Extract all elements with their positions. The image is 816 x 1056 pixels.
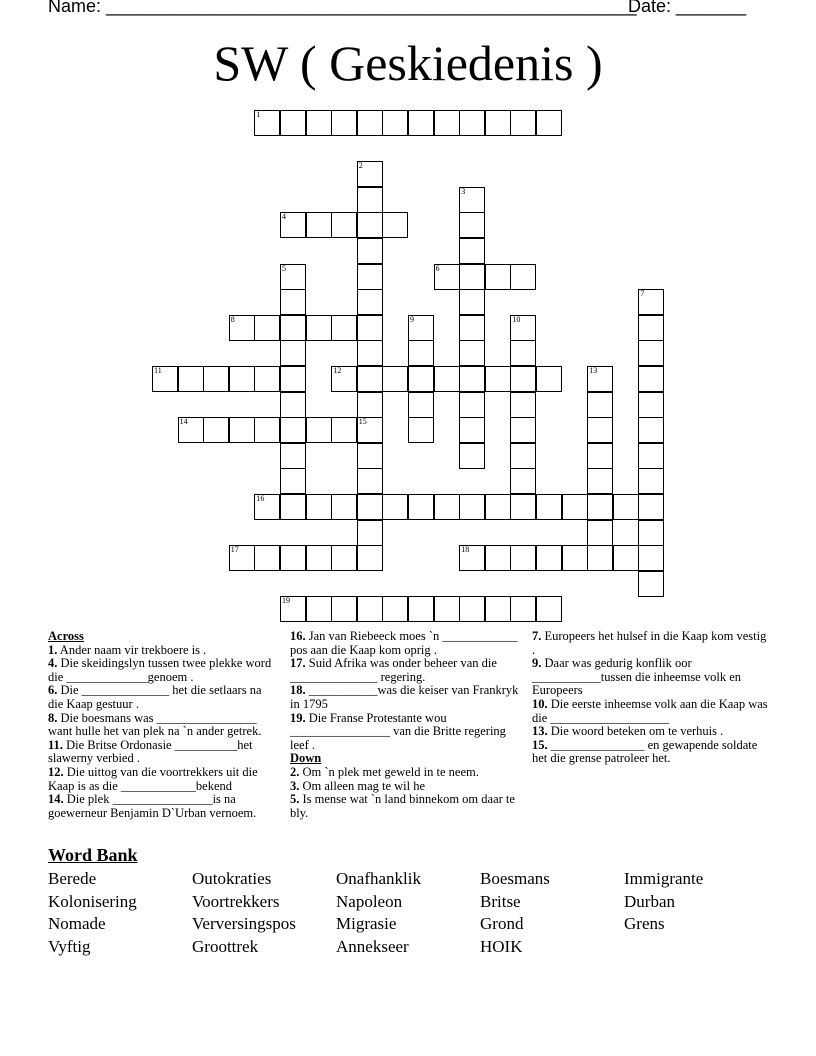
clue-item [48, 766, 276, 793]
grid-cell[interactable] [587, 468, 613, 494]
grid-cell[interactable] [331, 212, 357, 238]
word-bank-title: Word Bank [48, 845, 138, 865]
grid-cell[interactable] [459, 315, 485, 341]
clue-text: Die Franse Protestante wou ________________ van die Britte regering leef . [290, 710, 506, 752]
grid-cell[interactable] [408, 110, 434, 136]
grid-cell[interactable] [562, 494, 588, 520]
grid-cell[interactable] [587, 366, 613, 392]
grid-cell[interactable] [510, 494, 536, 520]
clue-num: 2. [290, 764, 300, 779]
grid-cell[interactable] [203, 366, 229, 392]
grid-cell[interactable] [203, 417, 229, 443]
clue-num: 10. [532, 696, 548, 711]
grid-cell[interactable] [280, 366, 306, 392]
clue-number: 6 [435, 263, 440, 273]
grid-cell[interactable] [638, 494, 664, 520]
grid-cell[interactable] [280, 110, 306, 136]
clue-number: 11 [154, 366, 162, 375]
grid-cell[interactable] [357, 340, 383, 366]
grid-cell[interactable] [459, 110, 485, 136]
grid-cell[interactable] [587, 417, 613, 443]
grid-cell[interactable] [434, 264, 460, 290]
word-bank-word: Britse [480, 891, 521, 911]
grid-cell[interactable] [357, 110, 383, 136]
clue-item [532, 739, 770, 766]
grid-cell[interactable] [254, 417, 280, 443]
grid-cell[interactable] [587, 443, 613, 469]
grid-cell[interactable] [485, 596, 511, 622]
clue-text: Europeers het hulsef in die Kaap kom vestig . [532, 629, 767, 657]
word-bank-word: Annekseer [336, 936, 409, 956]
grid-cell[interactable] [306, 545, 332, 571]
word-bank-word: Vyftig [48, 936, 91, 956]
clue-number: 15 [358, 417, 367, 427]
grid-cell[interactable] [357, 494, 383, 520]
grid-cell[interactable] [536, 110, 562, 136]
grid-cell[interactable] [280, 212, 306, 238]
word-bank-word: Migrasie [336, 914, 397, 933]
grid-cell[interactable] [357, 289, 383, 315]
grid-cell[interactable] [357, 392, 383, 418]
clue-number: 19 [282, 596, 290, 606]
clue-number: 7 [640, 289, 645, 299]
grid-cell[interactable] [178, 366, 204, 392]
clue-number: 9 [410, 314, 414, 324]
grid-cell[interactable] [178, 417, 204, 443]
clue-item [290, 712, 522, 753]
grid-cell[interactable] [587, 494, 613, 520]
grid-cell[interactable] [510, 315, 536, 341]
grid-cell[interactable] [280, 545, 306, 571]
page-title: SW ( Geskiedenis ) [213, 35, 603, 91]
grid-cell[interactable] [638, 520, 664, 546]
clue-text: Die eerste inheemse volk aan die Kaap was die ___________________ [532, 696, 768, 725]
clue-num: 18. [290, 683, 306, 698]
clue-item [290, 793, 522, 820]
clue-number: 1 [256, 110, 261, 119]
date-field: Date: _______ [628, 0, 747, 16]
grid-cell[interactable] [254, 494, 280, 520]
grid-cell[interactable] [459, 264, 485, 290]
grid-cell[interactable] [306, 110, 332, 136]
clue-num: 1. [48, 642, 58, 657]
grid-cell[interactable] [306, 596, 332, 622]
grid-cell[interactable] [357, 520, 383, 546]
word-bank-word: Outokraties [192, 869, 272, 888]
clue-item [290, 766, 522, 780]
grid-cell[interactable] [613, 494, 639, 520]
grid-cell[interactable] [280, 468, 306, 494]
grid-cell[interactable] [485, 545, 511, 571]
grid-cell[interactable] [510, 110, 536, 136]
name-field: Name: _____________________________________________________ [48, 0, 637, 16]
grid-cell[interactable] [331, 494, 357, 520]
clue-item [48, 657, 276, 684]
grid-cell[interactable] [331, 417, 357, 443]
grid-cell[interactable] [280, 289, 306, 315]
grid-cell[interactable] [510, 417, 536, 443]
grid-cell[interactable] [152, 366, 178, 392]
grid-cell[interactable] [280, 417, 306, 443]
grid-cell[interactable] [229, 545, 255, 571]
grid-cell[interactable] [357, 545, 383, 571]
grid-cell[interactable] [408, 366, 434, 392]
clue-num: 6. [48, 683, 58, 698]
grid-cell[interactable] [357, 238, 383, 264]
grid-cell[interactable] [562, 545, 588, 571]
word-bank-word: Boesmans [480, 869, 550, 888]
clue-num: 14. [48, 792, 64, 807]
grid-cell[interactable] [280, 264, 306, 290]
clues-column-3 [532, 630, 770, 766]
grid-cell[interactable] [331, 545, 357, 571]
clue-number: 14 [179, 417, 188, 427]
clue-number: 5 [282, 263, 286, 273]
grid-cell[interactable] [357, 187, 383, 213]
clue-number: 4 [282, 212, 286, 222]
clues-column-2 [290, 630, 522, 820]
clue-item [48, 793, 276, 820]
clue-num: 13. [532, 724, 548, 739]
clue-text: Suid Afrika was onder beheer van die ______________ regering. [290, 656, 497, 684]
word-bank-word: Grens [624, 914, 665, 933]
clue-text: Is mense wat `n land binnekom om daar te bly. [290, 792, 515, 820]
clue-text: Die plek ________________is na goewerneur Benjamin D`Urban vernoem. [48, 792, 257, 820]
clue-num: 12. [48, 764, 64, 779]
grid-cell[interactable] [638, 443, 664, 469]
grid-cell[interactable] [357, 264, 383, 290]
clue-item [290, 684, 522, 711]
clue-item [48, 739, 276, 766]
grid-cell[interactable] [434, 596, 460, 622]
grid-cell[interactable] [638, 545, 664, 571]
clue-number: 17 [230, 545, 239, 555]
grid-cell[interactable] [357, 161, 383, 187]
clue-text: Die woord beteken om te verhuis . [547, 724, 724, 739]
clue-num: 11. [48, 737, 63, 752]
clue-num: 5. [290, 792, 300, 807]
grid-cell[interactable] [382, 212, 408, 238]
grid-cell[interactable] [536, 545, 562, 571]
clue-num: 17. [290, 656, 306, 671]
grid-cell[interactable] [357, 366, 383, 392]
grid-cell[interactable] [638, 571, 664, 597]
grid-cell[interactable] [408, 596, 434, 622]
down-heading: Down [290, 751, 322, 766]
grid-cell[interactable] [254, 110, 280, 136]
grid-cell[interactable] [510, 545, 536, 571]
clue-text: Om `n plek met geweld in te neem. [299, 764, 479, 779]
clue-number: 10 [512, 314, 521, 324]
grid-cell[interactable] [254, 545, 280, 571]
grid-cell[interactable] [408, 340, 434, 366]
clue-item [532, 630, 770, 657]
grid-cell[interactable] [638, 417, 664, 443]
word-bank-word: Onafhanklik [336, 869, 421, 888]
grid-cell[interactable] [510, 264, 536, 290]
clues-column-1 [48, 630, 276, 820]
grid-cell[interactable] [459, 289, 485, 315]
clue-item [290, 780, 522, 794]
grid-cell[interactable] [485, 110, 511, 136]
grid-cell[interactable] [382, 596, 408, 622]
clue-text: Die ______________ het die setlaars na die Kaap gestuur . [48, 683, 262, 711]
grid-cell[interactable] [485, 494, 511, 520]
clue-text: Om alleen mag te wil he [299, 778, 426, 793]
clue-item [48, 712, 276, 739]
word-bank-word: HOIK [480, 936, 523, 956]
grid-cell[interactable] [357, 443, 383, 469]
word-bank-word: Napoleon [336, 891, 403, 911]
grid-cell[interactable] [485, 366, 511, 392]
grid-cell[interactable] [357, 315, 383, 341]
grid-cell[interactable] [536, 596, 562, 622]
grid-cell[interactable] [254, 366, 280, 392]
grid-cell[interactable] [510, 468, 536, 494]
grid-cell[interactable] [459, 212, 485, 238]
grid-cell[interactable] [280, 340, 306, 366]
grid-cell[interactable] [408, 392, 434, 418]
grid-cell[interactable] [587, 520, 613, 546]
grid-cell[interactable] [434, 110, 460, 136]
clue-number: 8 [230, 314, 235, 324]
grid-cell[interactable] [254, 315, 280, 341]
grid-cell[interactable] [459, 340, 485, 366]
grid-cell[interactable] [485, 264, 511, 290]
word-bank-word: Grond [480, 914, 524, 933]
clue-item [48, 644, 276, 658]
across-heading: Across [48, 629, 84, 643]
grid-cell[interactable] [434, 494, 460, 520]
grid-cell[interactable] [229, 417, 255, 443]
grid-cell[interactable] [306, 212, 332, 238]
grid-cell[interactable] [280, 596, 306, 622]
clue-text: Die boesmans was ________________ want hulle het van plek na `n ander getrek. [48, 710, 262, 739]
word-bank-word: Verversingspos [192, 914, 296, 933]
grid-cell[interactable] [357, 212, 383, 238]
clue-item [532, 725, 770, 739]
grid-cell[interactable] [587, 545, 613, 571]
grid-cell[interactable] [306, 494, 332, 520]
clue-num: 9. [532, 656, 542, 671]
clue-text: Daar was gedurig konflik oor ___________tussen die inheemse volk en Europeers [532, 656, 741, 698]
grid-cell[interactable] [331, 366, 357, 392]
clue-num: 19. [290, 710, 306, 725]
grid-cell[interactable] [229, 366, 255, 392]
word-bank-word: Immigrante [624, 869, 704, 888]
grid-cell[interactable] [357, 417, 383, 443]
grid-cell[interactable] [459, 443, 485, 469]
clue-text: Die skeidingslyn tussen twee plekke word die _____________genoem . [48, 656, 272, 684]
clue-text: Jan van Riebeeck moes `n ____________ pos aan die Kaap kom oprig . [290, 629, 518, 657]
clue-number: 13 [589, 366, 598, 375]
grid-cell[interactable] [638, 289, 664, 315]
grid-cell[interactable] [408, 417, 434, 443]
grid-cell[interactable] [382, 494, 408, 520]
grid-cell[interactable] [536, 494, 562, 520]
grid-cell[interactable] [357, 468, 383, 494]
grid-cell[interactable] [357, 596, 383, 622]
grid-cell[interactable] [459, 238, 485, 264]
grid-cell[interactable] [459, 417, 485, 443]
clue-item [532, 698, 770, 725]
clue-text: Die uittog van die voortrekkers uit die Kaap is as die ____________bekend [48, 764, 258, 793]
grid-cell[interactable] [459, 366, 485, 392]
clue-num: 15. [532, 737, 548, 752]
clue-text: _______________ en gewapende soldate het die grense patroleer het. [532, 737, 758, 766]
clue-number: 18 [461, 545, 470, 555]
grid-cell[interactable] [331, 110, 357, 136]
grid-cell[interactable] [229, 315, 255, 341]
clue-item [290, 630, 522, 657]
clue-num: 16. [290, 629, 306, 643]
grid-cell[interactable] [306, 315, 332, 341]
grid-cell[interactable] [510, 443, 536, 469]
grid-cell[interactable] [459, 545, 485, 571]
word-bank-word: Groottrek [192, 936, 259, 956]
grid-cell[interactable] [613, 545, 639, 571]
clue-num: 3. [290, 778, 300, 793]
clue-number: 12 [333, 366, 342, 375]
grid-cell[interactable] [638, 340, 664, 366]
grid-cell[interactable] [382, 366, 408, 392]
word-bank-word: Durban [624, 891, 675, 911]
word-bank-word: Kolonisering [48, 891, 137, 911]
grid-cell[interactable] [510, 392, 536, 418]
grid-cell[interactable] [459, 187, 485, 213]
grid-cell[interactable] [331, 315, 357, 341]
word-bank-word: Berede [48, 869, 97, 888]
clue-num: 8. [48, 710, 58, 725]
clue-number: 3 [461, 186, 466, 196]
clue-number: 16 [256, 494, 265, 503]
clue-item [532, 657, 770, 698]
grid-cell[interactable] [459, 596, 485, 622]
grid-cell[interactable] [587, 392, 613, 418]
clue-num: 7. [532, 629, 542, 643]
clue-text: Die Britse Ordonasie __________het slawerny verbied . [48, 737, 253, 766]
grid-cell[interactable] [280, 494, 306, 520]
word-bank-word: Voortrekkers [192, 891, 280, 911]
grid-cell[interactable] [536, 366, 562, 392]
grid-cell[interactable] [459, 494, 485, 520]
grid-cell[interactable] [638, 468, 664, 494]
grid-cell[interactable] [638, 315, 664, 341]
grid-cell[interactable] [434, 366, 460, 392]
grid-cell[interactable] [459, 392, 485, 418]
grid-cell[interactable] [510, 340, 536, 366]
clue-item [48, 684, 276, 711]
clue-number: 2 [358, 161, 363, 171]
grid-cell[interactable] [280, 392, 306, 418]
grid-cell[interactable] [638, 392, 664, 418]
word-bank-word: Nomade [48, 914, 106, 933]
grid-cell[interactable] [408, 494, 434, 520]
grid-cell[interactable] [280, 315, 306, 341]
grid-cell[interactable] [331, 596, 357, 622]
grid-cell[interactable] [408, 315, 434, 341]
grid-cell[interactable] [510, 366, 536, 392]
clue-num: 4. [48, 656, 58, 671]
clue-text: ___________was die keiser van Frankryk in 1795 [290, 683, 519, 711]
grid-cell[interactable] [306, 417, 332, 443]
clue-item [290, 657, 522, 684]
grid-cell[interactable] [510, 596, 536, 622]
grid-cell[interactable] [638, 366, 664, 392]
clue-text: Ander naam vir trekboere is . [57, 642, 207, 657]
grid-cell[interactable] [280, 443, 306, 469]
grid-cell[interactable] [382, 110, 408, 136]
